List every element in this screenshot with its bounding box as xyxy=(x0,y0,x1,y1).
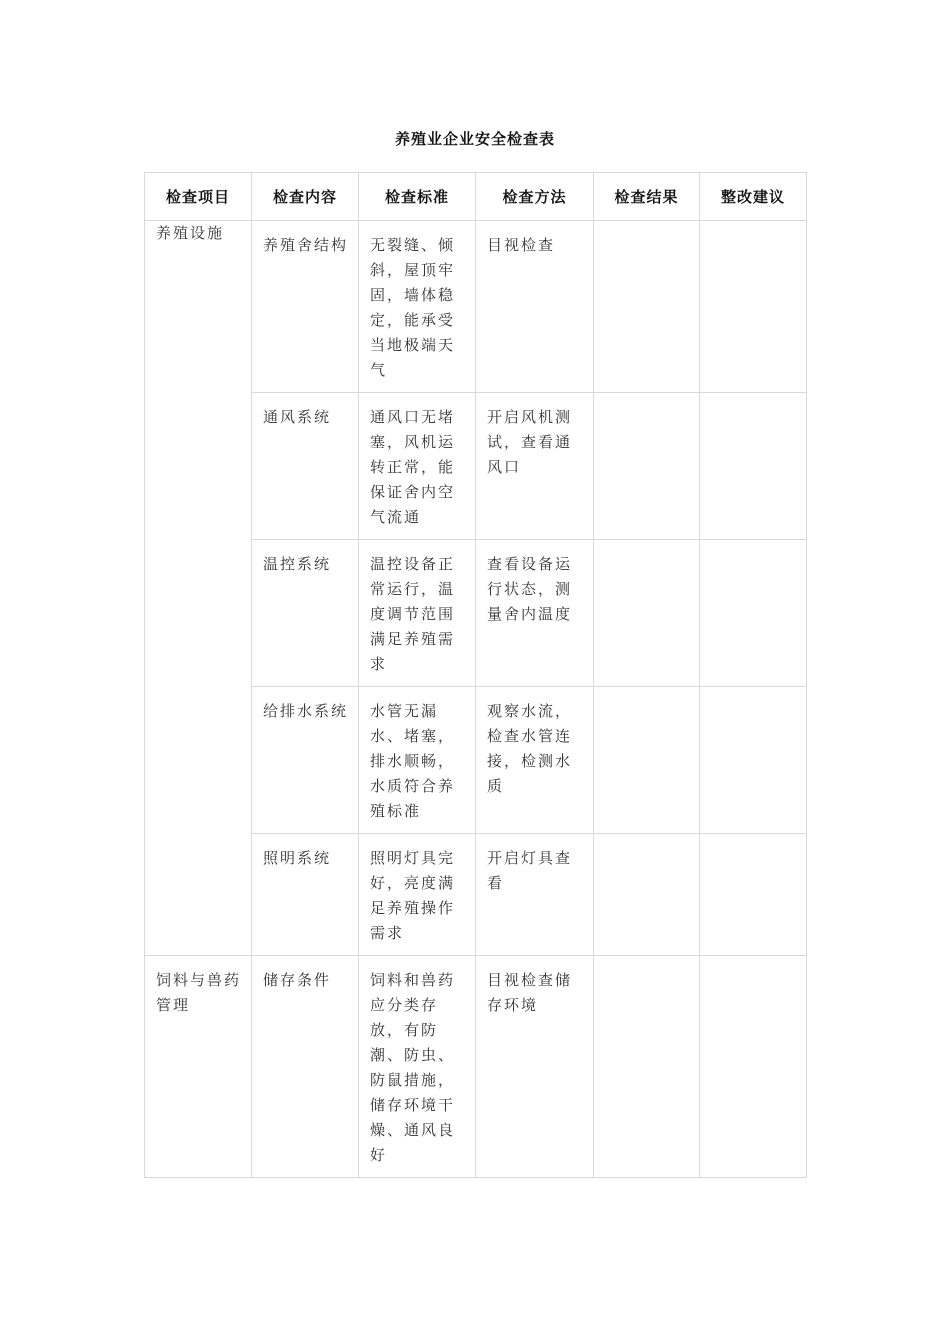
inspection-table xyxy=(144,172,807,1178)
result-cell xyxy=(594,221,700,393)
method-cell: 开启灯具查看 xyxy=(476,834,594,956)
document-title: 养殖业企业安全检查表 xyxy=(394,130,555,148)
table-header-row xyxy=(145,173,807,221)
result-cell xyxy=(594,393,700,540)
table-row xyxy=(145,956,807,1178)
result-cell xyxy=(594,687,700,834)
suggestion-cell xyxy=(700,221,807,393)
standard-cell: 通风口无堵塞，风机运转正常，能保证舍内空气流通 xyxy=(359,393,476,540)
suggestion-cell xyxy=(700,834,807,956)
standard-cell: 照明灯具完好，亮度满足养殖操作需求 xyxy=(359,834,476,956)
content-cell: 给排水系统 xyxy=(252,687,359,834)
suggestion-cell xyxy=(700,540,807,687)
method-cell: 观察水流，检查水管连接，检测水质 xyxy=(476,687,594,834)
result-cell xyxy=(594,956,700,1178)
header-result: 检查结果 xyxy=(594,173,700,221)
standard-cell: 无裂缝、倾斜，屋顶牢固，墙体稳定，能承受当地极端天气 xyxy=(359,221,476,393)
content-cell: 养殖舍结构 xyxy=(252,221,359,393)
result-cell xyxy=(594,540,700,687)
standard-cell: 饲料和兽药应分类存放，有防潮、防虫、防鼠措施，储存环境干燥、通风良好 xyxy=(359,956,476,1178)
header-method: 检查方法 xyxy=(476,173,594,221)
content-cell: 通风系统 xyxy=(252,393,359,540)
header-suggestion: 整改建议 xyxy=(700,173,807,221)
table-row xyxy=(145,221,807,393)
category-cell xyxy=(145,956,252,1178)
method-cell: 开启风机测试，查看通风口 xyxy=(476,393,594,540)
standard-cell: 温控设备正常运行，温度调节范围满足养殖需求 xyxy=(359,540,476,687)
standard-cell: 水管无漏水、堵塞，排水顺畅，水质符合养殖标准 xyxy=(359,687,476,834)
method-cell: 目视检查储存环境 xyxy=(476,956,594,1178)
method-cell: 查看设备运行状态，测量舍内温度 xyxy=(476,540,594,687)
method-cell: 目视检查 xyxy=(476,221,594,393)
content-cell: 温控系统 xyxy=(252,540,359,687)
category-label: 饲料与兽药管理 xyxy=(156,971,242,1014)
content-cell: 照明系统 xyxy=(252,834,359,956)
header-content: 检查内容 xyxy=(252,173,359,221)
category-cell xyxy=(145,221,252,956)
result-cell xyxy=(594,834,700,956)
content-cell: 储存条件 xyxy=(252,956,359,1178)
header-item: 检查项目 xyxy=(145,173,252,221)
suggestion-cell xyxy=(700,393,807,540)
category-label: 养殖设施 xyxy=(156,224,225,242)
header-standard: 检查标准 xyxy=(359,173,476,221)
suggestion-cell xyxy=(700,956,807,1178)
suggestion-cell xyxy=(700,687,807,834)
